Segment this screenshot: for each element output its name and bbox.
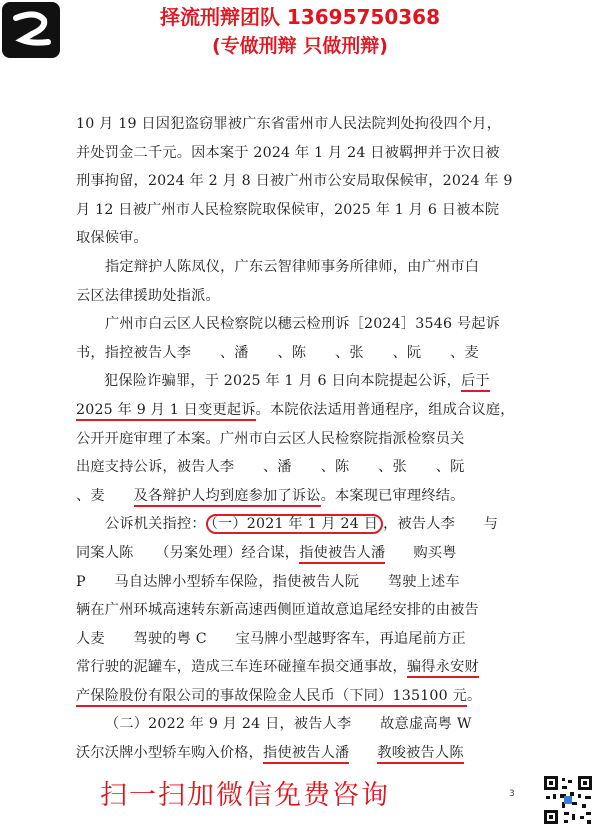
text-span: 、麦 bbox=[76, 487, 134, 504]
text-line: 书，指控被告人李 、潘 、陈 、张 、阮 、麦 bbox=[76, 344, 479, 361]
text-span: 常行驶的泥罐车，造成三车连环碰撞车损交通事故， bbox=[76, 659, 407, 676]
wechat-consult-cta: 扫一扫加微信免费咨询 bbox=[100, 780, 390, 811]
text-span: 公诉机关指控： bbox=[105, 516, 206, 533]
underlined-span: 骗得永安财 bbox=[407, 659, 479, 678]
text-span: 购买粤 bbox=[413, 544, 457, 561]
wechat-qr-code-icon[interactable] bbox=[542, 774, 594, 826]
underlined-span: 2025 年 9 月 1 日变更起诉 bbox=[76, 402, 256, 421]
underlined-span: 及各辩护人均到庭参加了诉讼 bbox=[134, 488, 321, 507]
page-number: 3 bbox=[509, 789, 515, 799]
text-line bbox=[76, 653, 526, 682]
text-line: 公开开庭审理了本案。广州市白云区人民检察院指派检察员关 bbox=[76, 430, 465, 447]
text-line: 刑事拘留，2024 年 2 月 8 日被广州市公安局取保候审，2024 年 9 bbox=[76, 173, 513, 190]
text-line: 出庭支持公诉，被告人李 、潘 、陈 、张 、阮 bbox=[76, 459, 465, 476]
text-span: ，被告人李 与 bbox=[383, 516, 499, 533]
text-line bbox=[76, 682, 526, 711]
text-line: 10 月 19 日因犯盗窃罪被广东省雷州市人民法院判处拘役四个月， bbox=[76, 116, 502, 132]
text-line: 月 12 日被广州市人民检察院取保候审，2025 年 1 月 6 日被本院 bbox=[76, 201, 500, 218]
text-span: 。 bbox=[466, 687, 482, 704]
text-line bbox=[76, 367, 526, 396]
text-line: 云区法律援助处指派。 bbox=[76, 287, 220, 304]
text-line bbox=[76, 482, 526, 511]
text-line: （二）2022 年 9 月 24 日，被告人李 故意虚高粤 W bbox=[105, 716, 472, 733]
underlined-span: 教唆被告人陈 bbox=[377, 745, 463, 764]
text-line: P 马自达牌小型轿车保险，指使被告人阮 驾驶上述车 bbox=[76, 573, 460, 590]
text-line: 广州市白云区人民检察院以穗云检刑诉［2024］3546 号起诉 bbox=[105, 316, 501, 333]
text-line bbox=[76, 739, 526, 768]
text-line: 指定辩护人陈凤仪，广东云智律师事务所律师，由广州市白 bbox=[105, 258, 480, 275]
text-line bbox=[76, 539, 526, 568]
underlined-span: 后于 bbox=[461, 373, 490, 392]
text-span: 。本院依法适用普通程序，组成合议庭， bbox=[255, 401, 515, 418]
text-line bbox=[76, 510, 526, 539]
text-span: 同案人陈 （另案处理）经合谋， bbox=[76, 544, 300, 561]
underlined-span: 产保险股份有限公司的事故保险金人民币（下同）135100 元 bbox=[76, 688, 467, 707]
text-span: 犯保险诈骗罪，于 2025 年 1 月 6 日向本院提起公诉， bbox=[104, 373, 461, 390]
text-line: 取保候审。 bbox=[76, 230, 148, 247]
circled-span: （一）2021 年 1 月 24 日 bbox=[206, 514, 383, 534]
text-line bbox=[76, 396, 526, 425]
text-line: 辆在广州环城高速转东新高速西侧匝道故意追尾经安排的由被告 bbox=[76, 602, 479, 619]
text-span: 。本案现已审理终结。 bbox=[320, 487, 465, 504]
text-line: 并处罚金二千元。因本案于 2024 年 1 月 24 日被羁押并于次日被 bbox=[76, 144, 500, 161]
text-line: 人麦 驾驶的粤 C 宝马牌小型越野客车，再追尾前方正 bbox=[76, 630, 466, 647]
underlined-span: 指使被告人潘 bbox=[263, 745, 349, 764]
header-title: 择流刑辩团队 13695750368 bbox=[159, 5, 441, 29]
header-subtitle: (专做刑辩 只做刑辩) bbox=[212, 35, 388, 57]
judgment-body bbox=[76, 110, 526, 768]
underlined-span: 指使被告人潘 bbox=[299, 545, 385, 564]
text-span: 沃尔沃牌小型轿车购入价格， bbox=[76, 745, 264, 762]
